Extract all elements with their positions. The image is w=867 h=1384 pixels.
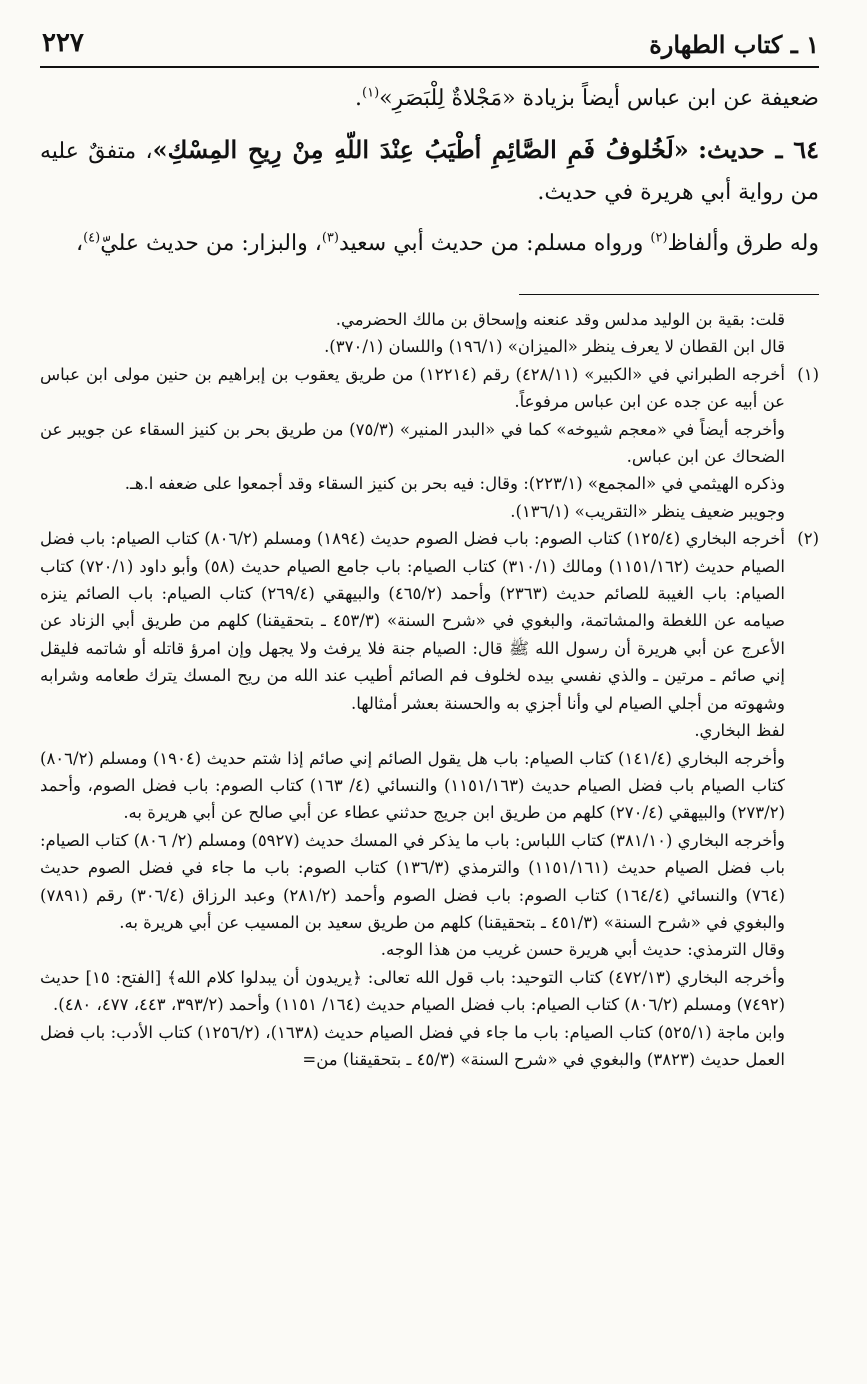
hadith-number: ٦٤ ـ حديث: [698,135,820,164]
footnote-2 [40,525,819,1073]
footnote-number: (١) [797,364,819,384]
note-continuation: قلت: بقية بن الوليد مدلس وقد عنعنه وإسحاق بن مالك الحضرمي. [335,310,785,329]
footnote-body [40,525,785,1073]
footnote-paragraph: وأخرجه البخاري (٣٨١/١٠) كتاب اللباس: باب ما يذكر في المسك حديث (٥٩٢٧) ومسلم (٢/ ٨٠٦) كتاب الصيام: باب فضل الصيام حديث (١١٥١/١٦١) والترمذي (١٣٦/٣) كتاب الصوم: باب ما جاء في فضل الصوم حديث (٧٦٤) والنسائي (١٦٤/٤) كتاب الصوم: باب فضل الصوم وأحمد (٢٨١/٢) وعبد الرزاق (٣٠٦/٤) رقم (٧٨٩١) والبغوي في «شرح السنة» (٤٥١/٣ ـ بتحقيقنا) كلهم من طريق سعيد بن المسيب عن أبي هريرة به. [40,830,786,932]
footnotes [40,306,819,1073]
footnote-paragraph: وابن ماجة (٥٢٥/١) كتاب الصيام: باب ما جاء في فضل الصيام حديث (١٦٣٨)، (١٢٥٦/٢) كتاب الأدب: باب فضل العمل حديث (٣٨٢٣) والبغوي في «شرح السنة» (٤٥/٣ ـ بتحقيقنا) من= [40,1022,785,1069]
footnote-paragraph: لفظ البخاري. [694,721,785,741]
main-paragraph-2 [40,223,819,264]
main-line-1-text: ضعيفة عن ابن عباس أيضاً بزيادة «مَجْلاةٌ لِلْبَصَرِ» [379,86,819,111]
footnote-ref-2: (٢) [650,230,668,246]
footnote-paragraph: وأخرجه البخاري (١٤١/٤) كتاب الصيام: باب هل يقول الصائم إني صائم إذا شتم حديث (١٩٠٤) ومسلم (٨٠٦/٢) كتاب الصيام باب فضل الصيام حديث (١١٥١/١٦٣) والنسائي (٤/ ١٦٣) كتاب الصوم: باب فضل الصوم، وأحمد (٢٧٣/٢) والبيهقي (٢٧٠/٤) كلهم من طريق ابن جريج حدثني عطاء عن أبي صالح عن أبي هريرة به. [40,748,785,823]
main-text [40,78,819,264]
main-line-1-end: . [355,86,363,111]
footnote-paragraph: وقال الترمذي: حديث أبي هريرة حسن غريب من هذا الوجه. [380,940,785,960]
para2-b: ورواه مسلم: من حديث أبي سعيد [338,231,651,256]
hadith-paragraph [40,129,819,213]
page-number: ٢٢٧ [42,28,84,58]
para2-d: ، [75,231,84,256]
para2-a: وله طرق وألفاظ [667,231,819,256]
footnote-paragraph: وذكره الهيثمي في «المجمع» (٢٢٣/١): وقال: فيه بحر بن كنيز السقاء وقد أجمعوا على ضعفه ا.هـ. [124,474,785,494]
footnote-ref-4: (٤) [83,230,101,246]
note-continuation: قال ابن القطان لا يعرف ينظر «الميزان» (١٩٦/١) واللسان (٣٧٠/١). [324,337,785,357]
running-header [40,26,819,68]
chapter-title: ١ ـ كتاب الطهارة [649,30,819,59]
footnote-1 [40,361,819,525]
footnote-paragraph: وأخرجه البخاري (٤٧٢/١٣) كتاب التوحيد: باب قول الله تعالى: ﴿يريدون أن يبدلوا كلام الله﴾ [الفتح: ١٥] حديث (٧٤٩٢) ومسلم (٨٠٦/٢) كتاب الصيام: باب فضل الصيام حديث (١٦٤/ ١١٥١) وأحمد (٣٩٣/٢، ٤٤٣، ٤٧٧، ٤٨٠). [40,967,785,1015]
footnote-ref-3: (٣) [321,230,339,246]
main-line-1 [40,78,819,119]
footnote-paragraph: أخرجه الطبراني في «الكبير» (٤٢٨/١١) رقم (١٢٢١٤) من طريق يعقوب بن إبراهيم بن حنين مولى ابن عباس عن أبيه عن جده عن ابن عباس مرفوعاً. [40,364,785,412]
footnote-paragraph: وأخرجه أيضاً في «معجم شيوخه» كما في «البدر المنير» (٧٥/٣) من طريق بحر بن كنيز السقاء عن جويبر عن الضحاك عن ابن عباس. [40,419,785,467]
footnote-body [40,361,785,525]
hadith-rest: ، متفقٌ عليه من رواية أبي هريرة في حديث. [40,139,819,205]
hadith-text: «لَخُلوفُ فَمِ الصَّائِمِ أطْيَبُ عِنْدَ اللّهِ مِنْ رِيحِ المِسْكِ» [152,135,689,164]
footnote-paragraph: وجويبر ضعيف ينظر «التقريب» (١٣٦/١). [510,501,785,521]
footnote-ref-1: (١) [362,85,380,101]
footnote-paragraph: أخرجه البخاري (١٢٥/٤) كتاب الصوم: باب فضل الصوم حديث (١٨٩٤) ومسلم (٨٠٦/٢) كتاب الصيام: باب فضل الصيام حديث (١١٥١/١٦٢) ومالك (٣١٠/١) كتاب الصيام: باب جامع الصيام حديث (٥٨) وأبو داود (٧٢٠/١) كتاب الصيام: باب الغيبة للصائم حديث (٢٣٦٣) وأحمد (٤٦٥/٢) والبيهقي (٢٦٩/٤) كتاب الصيام: باب الصائم ينزه صيامه عن اللغطة والمشاتمة، والبغوي في «شرح السنة» (٤٥٣/٣ ـ بتحقيقنا) كلهم من طريق أبي الزناد عن الأعرج عن أبي هريرة أن رسول الله ﷺ قال: الصيام جنة فلا يرفث ولا يجهل وإن امرؤ قاتله أو شاتمه فليقل إني صائم ـ مرتين ـ والذي نفسي بيده لخلوف فم الصائم أطيب عند الله من ريح المسك يترك طعامه وشرابه وشهوته من أجلي الصيام لي وأنا أجزي به والحسنة بعشر أمثالها. [40,529,785,713]
para2-c: ، والبزار: من حديث عليّ [100,231,322,256]
footnote-divider [519,294,819,295]
footnote-number: (٢) [797,529,819,549]
